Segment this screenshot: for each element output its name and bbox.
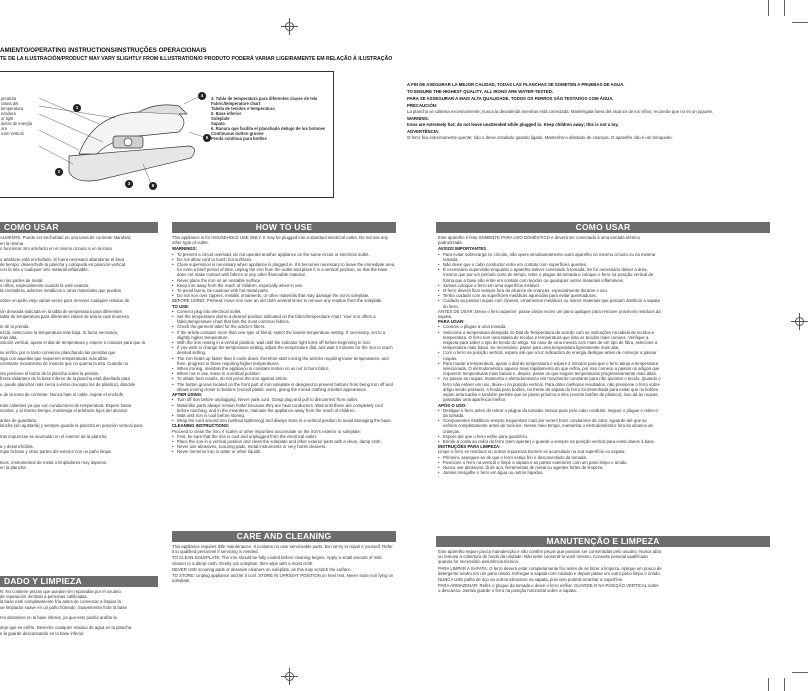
section-header-how-to-use: HOW TO USE	[172, 222, 396, 233]
registration-mark-bottom	[285, 672, 294, 681]
callout-number-1: 1	[73, 104, 81, 112]
english-instructions: This appliance is for HOUSEHOLD USE ONLY. It may be plugged into a standard electrical outlet. Do not use any other type of outlet. WARNINGS: • To prevent a circuit overload, do not operate another appliance on the same circuit or electrical outlet. • Do not allow cord to touch hot surfaces. • Close supervision is necessary when appliance is plugged in. If it becomes necessary to leave the immediate area, for even a brief period of time, unplug the iron from the outlet and place it in a vertical position, so that the base does not make contact with fabrics or any other flammable material. • Never place the iron on an unstable surface. • Keep iron away from the reach of children, especially when in use. • To avoid burns, be cautious with hot metal parts. • Do not iron over zippers, metallic ornaments, or other materials that may damage the iron's soleplate. BEFORE USING: Preheat; move iron over an old cloth several times to remove any residue from the soleplate. TO USE: • Connect plug into electrical outlet. • Set the temperature dial to a desired position indicated on the fabric/temperature chart. Your iron offers a fabric/temperature chart that lists the most common fabrics. • Check the garment label for the article's fibers. • If the article contains more than one type of blend, select the lowest temperature setting. If necessary, set to a slightly higher temperature. • With the iron resting in a vertical position, wait until the indicator light turns off before beginning to iron. • If you wish to change the temperature setting, adjust the temperature dial, and wait 2 minutes for the iron to reach desired setting. • The iron heats up faster than it cools down, therefore start ironing the articles requiring lower temperatures, and then, progress to those requiring higher temperatures. • When ironing, maintain the appliance in constant motion so as not to burn fabric. • When not in use, leave in a vertical position. • To obtain best results, do not press the iron against article. • The button groove located on the front part of iron soleplate is designed to prevent buttons from being torn off and allows ironing closer to buttons (except plastic ones), giving the ironed clothing a better appearance. AFTER USING: • Turn off iron before unplugging. Never yank cord. Grasp plug and pull to disconnect from outlet. • Metal-like parts always remain hotter because they are heat conductors. Wait until these are completely cool before touching, and in the meantime, maintain the appliance away from the reach of children. • Wait until iron is cool before storing. • Wrap the cord around iron (without tightening) and always store in a vertical position to avoid damaging the base. CLEANING INSTRUCTIONS: Proceed to clean the iron, if scales or other impurities accumulate on the iron's exterior or soleplate: • First, be sure that the iron is cool and unplugged from the electrical outlet. • Place the iron in a vertical position and clean the soleplate and other exterior parts with a clean, damp cloth. • Never use abrasives, scouring pads, metal instruments or very harsh cleaners. • Never immerse iron in water or other liquids.	[172, 235, 396, 527]
section-header-como-usar-es: COMO USAR	[0, 222, 158, 233]
trim-line-top	[784, 0, 785, 16]
iron-diagram-box	[0, 71, 334, 198]
callout-number-5: 5	[203, 134, 211, 142]
spanish-care-text: N. No contiene piezas que puedan ser reparadas por el usuario. de reparación remítalo a personas calificadas. la base esté completamente fría antes de comenzar a limpiar la ue limpiador suave en un paño húmedo. Suavemente frote la base res abrasivos en la base inferior, ya que esto podría arañar la deje que se enfríe. Deseche cualquier residuo de agua en la plancha. e la guarde descansando en la base inferior.	[0, 589, 133, 636]
trim-line-top2	[768, 0, 769, 16]
callout-number-2: 2	[55, 168, 63, 176]
section-header-manutencao-limpeza: MANUTENÇÃO E LIMPEZA	[436, 536, 770, 547]
spanish-instructions: ALMENTE. Puede ser enchufado en una toma de corriente standard, en la misma o funcionar otro artefacto en el mismo circuito a en la toma o artefacto está enchufado. Si fuera necesario abandonar el área de tiempo, desenchufe la plancha y colóquela en posición vertical, con la tela o cualquier otro material inflamable. en las partes de metal. s niños, especialmente cuando la esté usando. la cremallera, adornos metálicos u otros materiales que puedan sobre un paño viejo varias veces para remover cualquier residuo de ión deseada indicada en la tabla de temperatura para diferentes tabla de temperatura para diferentes clases de tela la cual enumera ie de la prenda. ezcla, seleccione la temperatura más baja. Si fuera necesario, más alta. osición vertical, ajuste el dial de temperatura y espere 2 minutos para que la se enfría, por lo tanto comience planchando las prendas que siga con aquellas que requieren temperaturas más altas. constante movimiento de manera que no quema la tela. Cuando no nte presione el botón de la plancha sobre la prenda. frente delantero de la base inferior de la plancha está diseñado para s, puede planchar más cerca a éstos (excepto los de plástico), dándole e de la toma de corriente. Nunca hale el cable. Sujete el enchufe más calientes ya que son conductores de temperatura. Espere hasta scarlas, y al mismo tiempo, mantenga el artefacto lejos del alcance antes de guardarla. lancha (sin ajustarla) y siempre guarde la plancha en posición vertical para tras impurezas se acumulan en el exterior de la plancha a y desenchúfela. mpie la base y otras partes del exterior con un paño limpio tivos, instrumentos de metal o limpiadores muy ásperos. en la plancha.	[0, 235, 145, 470]
section-header-como-usar-pt: COMO USAR	[436, 222, 770, 233]
english-care-text: This appliance requires little maintenance. It contains no user serviceable parts. Do not try to repair it yourself. Refer it to qualified personnel if servicing is needed. TO CLEAN SOLEPLATE: The iron should be fully cooled before cleaning begins. Apply a small amount of mild cleaner to a damp cloth. Gently rub soleplate, then wipe with a moist cloth. NEVER USE scouring pads or abrasive cleaners on soleplate, as this may scratch the surface. TO STORE: Unplug appliance and let it cool. STORE IN UPRIGHT POSITION on heel rest. Never store iron lying on soleplate.	[172, 544, 394, 584]
parts-list: 4. Tabla de temperatura para diferentes clases de tela Fabric/temperature chart Tabela de tecidos e temperatura 5. Base inferior Soleplate Sapata 6. Ranura que facilita el planchado debajo de los botones Continuous button groove Fenda contínua para botões	[211, 96, 326, 141]
water-test-notice: A FIN DE ASEGURAR LA MEJOR CALIDAD, TODAS LAS PLANCHAS SE SOMETEN A PRUEBAS DE AGUA. TO ENSURE THE HIGHEST QUALITY, ALL IRONS ARE WATER-TESTED. PARA SE ASSEGURAR A MAIS ALTA QUALIDADE, TODOS OS FERROS SÃO TESTADOS COM ÁGUA. PRECAUCIÓN: La plancha se calienta excesivamente; nunca la desatienda mientras está conectada. Manténgala fuera del alcance de los niños; recuerde que no es un juguete. WARNING: Irons are extremely hot; do not leave unattended while plugged in. Keep children away; this is not a toy. ADVERTÊNCIA: O ferro fica extremamente quente; não o deixe instalado quando ligado. Mantenha-o afastado de crianças. O aparelho não é um brinquedo.	[407, 82, 714, 140]
portuguese-care-text: Este aparelho requer pouca manutenção e não contém peças que possam ser consertadas pelo usuário. Nunca abra ou remova a cobertura de fundo da unidade. Não tente consertá-lo você mesmo. Consulte pessoal qualificado quando for necessário assistência técnica. PARA LIMPAR A SAPATA: O ferro deverá estar completamente frio antes de se fazer a limpeza. Aplique um pouco de detergente neutro em um pano úmido. Esfregue a sapata com cuidado e depois passe um outro pano limpo e úmido. NUNCA USE palha de aço ou outros abrasivos na sapata, pois isso poderá arranhar a superfície. PARA ARMAZENAR: Retire o plugue da tomada e deixe o ferro esfriar. GUARDE-O NA POSIÇÃO VERTICAL sobre o descanso. Jamais guarde o ferro na posição horizontal sobre a sapata.	[438, 549, 662, 594]
diagram-left-labels: peratura ratura del temperatura ezadora or light adora de energía ora ición vertical	[1, 96, 33, 136]
page-subtitle: TE DE LA ILUSTRACIÓN/PRODUCT MAY VARY SLIGHTLY FROM ILLUSTRATION/O PRODUTO PODERÁ VARIAR LIGEIRAMENTE EM RELAÇÃO À ILUSTRAÇÃO	[0, 56, 393, 62]
trim-line-bottom2	[784, 678, 785, 691]
trim-line-right	[792, 22, 808, 23]
section-header-care-and-cleaning: CARE AND CLEANING	[172, 531, 396, 542]
trim-line-bottom-right	[792, 672, 808, 673]
trim-line-bottom	[768, 678, 769, 691]
iron-illustration	[39, 84, 209, 194]
registration-mark-top	[285, 22, 294, 31]
callout-number-3: 3	[125, 180, 133, 188]
callout-number-4: 4	[198, 92, 206, 100]
section-header-cuidado-limpieza: DADO Y LIMPIEZA	[0, 576, 158, 587]
portuguese-instructions: Este aparelho é feito SOMENTE PARA USO DOMÉSTICO e deverá ser conectado à uma tomada elétrica padronizada. AVISOS IMPORTANTES • Para evitar sobrecarga no circuito, não opere simultaneamente outro aparelho no mesmo circuito ou na mesma tomada. • Não deixe que o cabo conductor entre em contato com superfícies quentes. • É necessário supervisão enquanto o aparelho estiver conectado à tomada. Se for necessário deixar a área, mesmo que por um período curto de tempo, retire o plugue da tomada e coloque o ferro na posição vertical de forma que a base não entre em contato com tecidos ou quaisquer outros materiais inflamáveis. • Jamais coloque o ferro em uma superfície instável. • O ferro deverá ficar sempre fora do alcance de crianças, especialmente durante o uso. • Tenha cuidado com as superfícies metálicas aquecidas para evitar queimaduras. • Cuidado ao passar roupas com zíperes, ornamentos metálicos ou outros materiais que possam danificar a sapata do ferro. ANTES DE USAR: Deixe o ferro aquecer; passe várias vezes um pano qualquer para remover possíveis resíduos da sapata. PARA USAR: • Conecte o plugue a uma tomada. • Selecione a temperatura desejada no Dial de Temperatura de acordo com as indicações na tabela de tecidos e temperatura. O ferro tem uma tabela de tecidos e temperatura que lista os tecidos mais comuns. Verifique a etiqueta para saber o tipo de tecido do artigo. No caso de uma mescla com mais de um tipo de fibra, selecione a temperatura mais baixa. Se necessário, passe para uma temperatura ligeiramente mais alta. • Com o ferro na posição vertical, espere até que a luz indicadora de energia desligue antes de começar a passar roupas. • Para mudar a temperatura, ajuste o dial de temperatura e espere 2 minutos para que o ferro atinja a temperatura selecionada. O eletrodoméstico aquece mais rapidamente do que esfria, por isso comece a passar os artigos que requerem temperaturas mais baixas e, depois, passe os que exigem temperaturas progressivamente mais altas. • Ao passar as roupas, mantenha o eletrodoméstico em movimento constante para não queimar o tecido. Quando o ferro não estiver em uso, deixe-o na posição vertical. Para obter melhores resultados, não pressione o ferro sobre artigo sendo passado. A fenda para botões, na frente da sapata do ferro foi desenhada para evitar que os botões sejam arrancados e também permite que se passe próximo a eles (exceto botões de plástico), isso dá às roupas passadas uma aparência melhor. APÓS O USO: • Desligue o ferro antes de retirar o plugue da tomada. Nunca puxe pelo cabo condutor. Segure o plugue e retire-o da tomada. • Componentes metálicos sempre esquentam mais por serem bons condutores de calor. Aguarde até que se esfriem completamente antes de tocá-los. Nesse meio tempo, mantenha o eletrodoméstico fora do alcance de crianças. • Espere até que o ferro esfrie para guardá-lo. • Enrole a corda ao redor do ferro (sem apertar) e guarde-o sempre na posição vertical para evitar danos à base. INSTRUÇÕES PARA LIMPEZA: Limpe o ferro se resíduos ou outras impurezas tiverem se acumulado na sua superfície ou sapata: • Primeiro, assegure-se de que o ferro esteja frio e desconectado da tomada. • Posicione o ferro na vertical e limpe a sapata e as partes exteriores com um pano limpo e úmido. • Nunca use abrasivos, lã de aço, ferramentas de metal ou agentes fortes de limpeza. • Jamais mergulhe o ferro em água ou outros líquidos.	[438, 235, 662, 530]
page-title: AMIENTO/OPERATING INSTRUCTIONS/INSTRUÇÕES OPERACIONAIS	[0, 47, 207, 54]
registration-mark-right	[795, 317, 804, 326]
callout-number-6: 6	[149, 182, 157, 190]
